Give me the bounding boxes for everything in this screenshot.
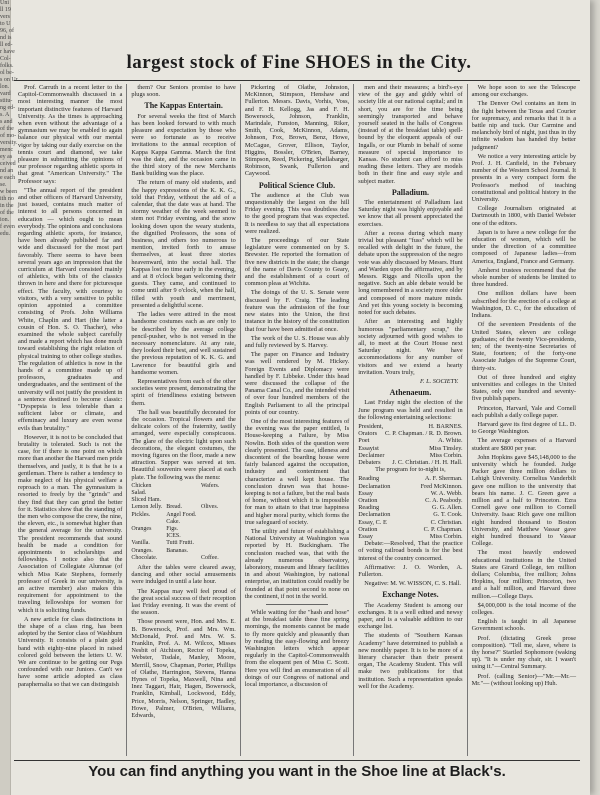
- article-paragraph: Prof. (dictating Greek prose composition). "Tell me, slave, where is thy horse?" Startled Sophomore (waking up). "It is under my chair, sir. I wasn't using it."—Central Summary.: [471, 634, 577, 671]
- menu-item: Chocolate.: [131, 554, 158, 561]
- article-paragraph: Of the seventeen Presidents of the United States, eleven are college graduates; of the twenty Vice-presidents, ten; of the twenty-nine Secretaries of State, fourteen; of the forty-one Associate Judges of the Supreme Court, thirty-six.: [471, 321, 577, 372]
- article-paragraph: men and their measures; a bird's-eye view of the gay and giddy whirl of society life at our national capital; and in short, you are for the time being seemingly transported and behave yourself seated in the halls of Congress (instead of at the breakfast table) spell-bound by the eloquent appeals of our Ingalls, or our Plumb in behalf of some measure of special importance to Kansas. No student can afford to miss reading these letters. They are models both in their fine and easy style and subject matter.: [358, 84, 463, 185]
- edge-fragment: of mo-: [0, 133, 17, 139]
- article-paragraph: The doings of the U. S. Senate were discussed by F. Craig. The leading feature was the admission of the four new states into the Union, the first instance in the history of the constitution that four have been admitted at once.: [244, 289, 350, 333]
- edge-fragment: menc: [0, 147, 13, 153]
- menu-item: Figs.: [166, 525, 179, 532]
- edge-fragment: folks.: [0, 63, 14, 69]
- article-paragraph: "The annual report of the president and other officers of Harvard University, just issued, contains much matter of interest to all persons concerned in education — which ought to mean everybody. The opinions and conclusions regarding athletic sports, for instance, have been already published far and wide and discussed for the most part favorably. There seems to have been several years ago an impression that the curriculum at Harvard consisted mainly of athletics, with bits of the classics thrown in here and there for picturesque effect. The faculty, with courtesy to visitors, with a very sensitive to public opinion appointed a committee consisting of Profs. John Williams White, Chaplin and Hart (the latter a cousin of Hon. S. O. Thacher), who examined the whole subject carefully and made a report which has done much toward establishing the right relation of physical training to other college studies. The regulation of athletics is now in the hands of a committee made up of professors, graduates and undergraduates, and the sentiment of the university will not justify the president in a sentence destined to become classic: "Dyspepsia is less tolerable than a sufficient labor or climate, and effeminacy and luxury are even worse evils than brutality.": [18, 186, 123, 432]
- edge-fragment: stitu-: [0, 98, 13, 104]
- program-row: [358, 511, 462, 518]
- menu-item: Olives.: [201, 504, 219, 511]
- edge-fragment: 96, of: [0, 28, 14, 34]
- program-item: Oration: [358, 496, 378, 504]
- edge-fragment: vard: [0, 91, 11, 97]
- edge-fragment: ith no: [0, 196, 14, 202]
- article-paragraph: Amherst trustees recommend that the whole number of students be limited to three hundred.: [471, 266, 577, 289]
- program-item: Essay: [358, 489, 373, 497]
- edge-fragment: of the: [0, 210, 14, 216]
- program-performer: Miss Corbin.: [429, 532, 463, 540]
- article-paragraph: The most heavily endowed educational institutions in the United States are Girard College, ten million dollars; Columbia, five million; Johns Hopkins, four million; Princeton, two and a half million, and Harvard three million.—College Days.: [471, 549, 577, 600]
- officer-name: H. BARNES.: [428, 422, 463, 430]
- edge-fragment: vers: [0, 14, 10, 20]
- officer-list: [358, 423, 462, 466]
- edge-fragment: versity.: [0, 140, 18, 146]
- divider: [266, 604, 329, 605]
- article-paragraph: Representatives from each of the other societies were present, demonstrating the spirit of friendliness existing between them.: [131, 377, 236, 407]
- article-paragraph: The proceedings of our State legislature were commented on by S. Brewster. He reported the formation of five new districts in the state; the change of the name of Davis County to Geary, and the establishment of a court of common pleas at Wichita.: [244, 237, 350, 288]
- officer-row: [358, 437, 462, 444]
- edge-fragment: f even: [0, 224, 15, 230]
- program-performer: W. A. Webb.: [430, 489, 463, 497]
- program-performer: A. F. Sherman.: [424, 475, 463, 483]
- program-row: [358, 497, 462, 504]
- program-item: Reading: [358, 475, 380, 483]
- edge-fragment: nd is: [0, 35, 12, 41]
- program-performer: Fred McKinnon.: [420, 482, 463, 490]
- article-paragraph: Last Friday night the election of the June program was held and resulted in the following entertaining selections:: [358, 399, 463, 421]
- menu-item: Tutti Frutti.: [166, 540, 194, 547]
- article-paragraph: A new article for class distinctions in the shape of a class ring, has been adopted by the Senior class of Washburn University. It consists of a plain gold band with eighty-nine placed in raised colored gold between the letters U. W. We are continue to be getting our Pegs confounded with our Juniors. Can't we have some article adopted as class paraphernalia so that we can distinguish: [18, 615, 123, 688]
- section-heading: The Kappas Entertain.: [144, 101, 223, 111]
- article-paragraph: The return of many old students, and the happy expressions of the K. K. G., told that Friday, without the aid of a calendar, that the date was at hand. The stormy weather of the week seemed to stem not Friday evening, and the snow looking down upon the weary students, the dignified Professors, the sons of business, and others too numerous to mention, invited forth to amuse themselves, at least three stories heavenward, into the social hall. The Kappas lost no time early in the evening, and at 8 o'clock began welcoming their guests. They came, and continued to come until after 9 o'clock, when the hall, filled with youth and merriment, presented a delightful scene.: [131, 179, 236, 309]
- article-paragraph: John Hopkins gave $45,148,000 to the university which he founded. Judge Packer gave three million dollars to Lehigh University. Cornelius Vanderbilt gave one million to the university that bears his name. J. C. Green gave a million and a half to Princeton. Ezra Cornell gave one million to Cornell University. Isaac Rich gave one million eight hundred thousand to Boston University, and Matthew Vassar gave eight hundred thousand to Vassar College.: [471, 453, 577, 548]
- article-paragraph: Prof. Carruth in a recent letter to the Capitol-Commonwealth discussed in a most interesting manner the most important distinctive features of Harvard University. As the times is approaching when even without the advantage of a gymnasium we may be enabled to again balance our physical with our mental vigor by taking our daily exercise on the tennis court and diamond, we take pleasure in submitting the opinions of our professor regarding athletic sports in that great "American University." The Professor says:: [18, 84, 123, 185]
- article-paragraph: The utility and future of establishing a National University at Washington was reported by H. Buckingham. The conclusion reached was, that with the already numerous observatory, laboratory, museum and library facilities in and about Washington, by national enterprise, an institution could readily be founded at that point second to none on the continent, if not in the world.: [244, 527, 350, 600]
- edge-fragment: Uni: [0, 0, 9, 6]
- top-rule: [14, 80, 580, 81]
- officer-name: A. White.: [438, 437, 463, 445]
- article-paragraph: College Journalism originated at Dartmouth in 1800, with Daniel Webster one of the editors.: [471, 205, 577, 227]
- menu-item: [201, 519, 236, 526]
- article-paragraph: However, it is not to be concluded that brutality is tolerated. Such is not the case, for if there is one point on which more than another the Harvard men pride themselves, and justly, it is that he is a gentleman. There is rather a tendency to make neglect of his physical welfare a reproach to a man. The gymnasium is resorted to freely by the "grinds" and they find that they can grind the better for it. Statistics show that the standing of the men who compose the crew, the nine, the eleven, etc., is somewhat higher than the general average for the university. The president recommends that sound health be made a condition for appointments to scholarships and fellowships. I notice also that the Association of Collegiate Alumnae (of which Miss Kate Stephens, formerly professor of Greek in our university, is an active member) also makes this requirement for appointment to the traveling fellowships for women for which it is soliciting funds.: [18, 433, 123, 614]
- article-paragraph: Out of three hundred and eighty universities and colleges in the United States, only one hundred and seventy-five publish papers.: [471, 373, 577, 403]
- menu-item: Bread.: [166, 504, 183, 511]
- menu-item: Angel Food.: [166, 511, 197, 518]
- article-paragraph: For several weeks the first of March has been looked forward to with much pleasure and expectation by those who were so fortunate as to receive invitations to the annual reception of Kappa Kappa Gamma. March the first was the date, and the occasion came in the third story of the new Merchants Bank building was the place.: [131, 112, 236, 178]
- menu-item: [166, 555, 201, 562]
- officer-role: President,: [358, 422, 384, 430]
- program-row: [358, 519, 462, 526]
- edge-fragment: ey as: [0, 154, 13, 160]
- program-row: [358, 533, 462, 540]
- menu-item: [201, 540, 236, 547]
- edge-fragment: r have: [0, 49, 15, 55]
- menu-item: Coffee.: [201, 554, 219, 561]
- edge-fragment: s. A: [0, 112, 10, 118]
- menu-item: Sliced Ham.: [131, 497, 162, 504]
- menu-item: Chicken Salad.: [131, 482, 152, 496]
- officer-name: Miss Corbin.: [429, 451, 463, 459]
- program-row: [358, 526, 462, 533]
- edge-fragment: ll 19: [0, 7, 11, 13]
- program-item: Essay: [358, 532, 373, 540]
- signature: F. L. SOCIETY.: [419, 377, 459, 385]
- edge-fragment: nd an: [0, 168, 14, 174]
- column-1: [14, 84, 127, 756]
- edge-fragment: e each: [0, 175, 16, 181]
- menu-item: [201, 548, 236, 555]
- article-paragraph: One million dollars have been subscribed for the erection of a college at Washington, D. C., for the education of Indians.: [471, 290, 577, 320]
- officer-row: [358, 459, 462, 466]
- article-paragraph: $4,000,000 is the total income of the colleges.: [471, 601, 577, 617]
- article-paragraph: After a recess during which many trivial but pleasant "fuss" which will be recalled with delight in the future, the debate upon the suppression of the negro vote was ably discussed by Messrs. Hunt and Warden upon the affirmative, and by Messrs. Riggs and Nicolls upon the negative. Such an able debate would be long remembered in a society more older and composed of more mature minds. And yet this young society is becoming noted for such debates.: [358, 229, 463, 317]
- edge-fragment: edu.: [0, 231, 11, 237]
- column-4: [354, 84, 467, 756]
- program-performer: G. G. Allen.: [432, 504, 463, 512]
- article-paragraph: Japan is to have a new college for the education of women, which will be under the direction of a committee composed of Japanese ladies—from America, England, France and Germany.: [471, 228, 577, 265]
- menu-item: [201, 526, 236, 533]
- column-2: [127, 84, 240, 756]
- article-paragraph: One of the most interesting features of the evening was the paper entitled, Is House-keeping a Failure, by Miss Nowlin. Both sides of the question were clearly presented. The case, idleness and discontent of the boarding house were fairly balanced against the occupation, industry and contentment that characterize a well kept house. The conclusion drawn was that house-keeping is not a failure, but the real basis of home, without which it is impossible for man to attain to that true happiness and higher moral purity, which forms the true safeguard of society.: [244, 417, 350, 526]
- edge-fragment: of the: [0, 126, 14, 132]
- article-paragraph: The Denver Owl contains an item in the fight between the Texas and Courier for supremacy, and remarks that it is a battle nip and tuck. Our Carmine and melancholy bird of night, just thus in thy infinite wisdom has handed thy better judgment?: [471, 100, 577, 151]
- program-row: [358, 475, 462, 482]
- program-item: Declamation: [358, 511, 391, 519]
- menu-item: [201, 512, 236, 519]
- officer-row: [358, 452, 462, 459]
- article-paragraph: We hope soon to see the Telescope among our exchanges.: [471, 84, 577, 99]
- article-paragraph: Princeton, Harvard, Yale and Cornell each publish a daily college paper.: [471, 404, 577, 419]
- negative-team: Negative: M. W. WISSON, C. S. Hall.: [364, 580, 462, 588]
- program-heading: The program for to-night is,: [375, 466, 446, 474]
- edge-fragment: ion.: [0, 217, 10, 223]
- section-heading: Palladium.: [391, 187, 429, 197]
- article-paragraph: The entertainment of Palladium last Saturday night was highly enjoyable and we know that all present appreciated the exercises.: [358, 199, 463, 228]
- menu-item: Oranges.: [131, 547, 153, 554]
- article-paragraph: After an interesting and highly humorous "parliamentary scrap," the society adjourned with good wishes to all, to meet at the Court House next Saturday night. We have accommodations for any number of visitors and we extend a hearty invitation. Yours truly,: [358, 318, 463, 376]
- menu-item: [201, 497, 236, 504]
- article-paragraph: them? Our Seniors promise to have plugs soon.: [131, 84, 236, 99]
- edge-fragment: lon.: [0, 84, 10, 90]
- menu-item: [201, 533, 236, 540]
- edge-fragment: in the: [0, 203, 14, 209]
- article-paragraph: Pickering of Olathe, Johnston, McKinnon, Stimpson, Henshaw and Fullerton. Messrs. Davis, Vorhis, Voss, and F. H. Kellogg, Jas and F. H. Bowersock, Johnson, Franklin, Marindale, Funston, Manning, Riker, Smith, Cook, McKinnon, Adams, Johnson, Fox, Brown, Benz, Howe, McCague, Grover, Ellison, Taylor, Higgins, Bossler, O'Brien, Barney, Stimpson, Reed, Pickering, Shellabarger, Robinson, Swank, Fullerton and Caywood.: [244, 84, 350, 178]
- article-paragraph: The audience at the Club was unquestionably the largest on the hill Friday evening. This was doubtless due to the good program that was expected. It is needless to say that all expectations were realized.: [244, 191, 350, 235]
- program-performer: G. T. Cook.: [433, 511, 463, 519]
- column-5: [468, 84, 580, 756]
- edge-fragment: s on Ur: [0, 77, 18, 83]
- article-paragraph: While waiting for the "hash and hose" at the breakfast table these fine spring mornings, the moments cannot be made to fly more quickly and pleasantly than by reading the easy-flowing and breezy Washington letters which appear regularly in the Capitol-Commonwealth from the eloquent pen of Miss C. Scott. Here you will find an enumeration of all doings of our Congress of national and local importance, a discussion of: [244, 609, 350, 689]
- officer-name: C. P. Chapman. / R. D. Brown.: [384, 430, 463, 438]
- article-paragraph: Harvard gave its first degree of LL. D. to George Washington.: [471, 420, 577, 436]
- edge-fragment: ll ed-: [0, 42, 13, 48]
- article-paragraph: The average expenses of a Harvard student are $800 per year.: [471, 437, 577, 452]
- article-paragraph: The paper on Finance and Industry was well rendered by M. Hickey. Foreign Events and Diplomacy were handled by F. Libbeke. Under this head were discussed the collapse of the Panama Canal Co., and the intended visit of over four hundred members of the English Parliament to all the principal points of our country.: [244, 351, 350, 416]
- article-paragraph: After the tables were cleared away, dancing and other social amusements were indulged in until a late hour.: [131, 564, 236, 586]
- menu-item: Oranges: [131, 525, 152, 532]
- article-paragraph: We notice a very interesting article by Prof. J. H. Canfield, in the February number of the Western School Journal. It presents in a very compact form the Professor's method of teaching constitutional and political history in the University.: [471, 152, 577, 204]
- menu-item: [166, 497, 201, 504]
- footer-advertisement: You can find anything you want in the Shoe line at Black's.: [88, 763, 506, 780]
- program-row: [358, 490, 462, 497]
- article-paragraph: Prof. (calling Senior)—"Mr.—Mr.—Mr."— (without looking up) Huh.: [471, 672, 577, 687]
- menu-item: Pickles.: [131, 511, 151, 518]
- edge-fragment: to U: [0, 21, 11, 27]
- headline-advertisement: largest stock of Fine SHOES in the City.: [126, 52, 472, 73]
- program-row: [358, 504, 462, 511]
- bottom-rule: [14, 760, 580, 761]
- section-heading: Athenaeum.: [389, 388, 432, 398]
- menu-item: Bananas.: [166, 547, 189, 554]
- article-paragraph: The work of the U. S. House was ably and fully reviewed by S. Harvey.: [244, 334, 350, 349]
- officer-name: J. C. Christian. / H. H. Hall.: [392, 458, 463, 466]
- edge-fragment: w been: [0, 189, 18, 195]
- article-paragraph: English is taught in all Japanese Government schools.: [471, 618, 577, 633]
- menu-item: Cake.: [166, 518, 181, 525]
- program-item: Reading: [358, 504, 380, 512]
- officer-row: [358, 445, 462, 452]
- officer-role: Declaimer: [358, 451, 385, 459]
- article-paragraph: The Kappas may well feel proud of the great social success of their reception last Friday evening. It was the event of the season.: [131, 587, 236, 617]
- officer-role: Poet: [358, 437, 370, 445]
- section-heading: Exchange Notes.: [382, 590, 439, 600]
- article-paragraph: The hall was beautifully decorated for the occasion. Tropical flowers and the delicate colors of the fraternity, tastily arranged, were especially conspicuous. The glare of the electric light upon such decorations, the elegant costumes, the moving figures on the floor, made a new attraction. Supper was served at ten. Beautiful souvenirs were placed at each plate. The following was the menu:: [131, 408, 236, 481]
- program-item: Declamation: [358, 482, 391, 490]
- article-paragraph: Those present were, Hon. and Mrs. E. B. Bowersock, Prof. and Mrs. Wm. McDonald, Prof. and Mrs. W. S. Franklin, Prof. A. M. Wilcox, Misses Nesbit of Atchison, Rector of Topeka, Webster, Tisdale, Manley, Moore, Merrill, Snow, Chapman, Porter, Phillips of Olathe, Harrington, Stevens, Hanna Hynes of Topeka, Maxwell, Nina and Inez Taggart, Hair, Hagen, Bowersock, Franklin, Kimball, Lockwood, Eddy, Price, Morris, Nelson, Springer, Hadley, Howe, Palmer, O'Brien, Williams, Edwards,: [131, 618, 236, 720]
- column-3: [241, 84, 354, 756]
- officer-role: Essayist: [358, 444, 379, 452]
- affirmative-team: Affirmative: J. O. Worden, A. Fullerton.: [358, 563, 463, 578]
- article-paragraph: The students of "Southern Kansas Academy" have determined to publish a new monthly paper. It is to be more of a literary character than their present organ, The Academy Student. This will make two publications for that institution. Such a representation speaks well for the Academy.: [358, 632, 463, 690]
- menu-item: [131, 519, 166, 526]
- program-item: Oration: [358, 525, 378, 533]
- menu-item: Wafers.: [201, 482, 220, 489]
- menu-item: [166, 483, 201, 497]
- program-row: [358, 483, 462, 490]
- edge-fragment: se.: [0, 182, 7, 188]
- menu-item: Lemon Jelly.: [131, 504, 163, 511]
- menu-item: Vanilla.: [131, 540, 150, 547]
- menu-item: [131, 533, 166, 540]
- officer-row: [358, 430, 462, 437]
- adjacent-page-edge: [0, 0, 18, 795]
- edge-fragment: ng ed-: [0, 105, 16, 111]
- officer-role: Orators: [358, 430, 378, 438]
- menu-item: ICES.: [166, 533, 181, 540]
- program-performer: C. Christian.: [430, 518, 463, 526]
- column-area: [14, 84, 580, 756]
- officer-role: Debaters: [358, 458, 381, 466]
- section-heading: Political Science Club.: [258, 180, 336, 190]
- program-list: [358, 475, 462, 540]
- program-item: Essay, C. E: [358, 518, 387, 526]
- edge-fragment: ceived: [0, 161, 16, 167]
- officer-row: [358, 423, 462, 430]
- edge-fragment: Col-: [0, 56, 11, 62]
- article-paragraph: The Academy Student is among our exchanges. It is a well edited and newsy paper, and is a valuable addition to our exchange list.: [358, 601, 463, 631]
- program-performer: C. A. Peabody.: [425, 496, 463, 504]
- edge-fragment: ol be-: [0, 70, 14, 76]
- article-paragraph: The ladies were attired in the most handsome costumes each as are only to be described by the average college pencil-pusher, who is not versed in the necessary nomenclature. At any rate, they looked their best, and well sustained the previous reputation of K. K. G. and Lawrence for beautiful girls and handsome women.: [131, 311, 236, 376]
- edge-fragment: s and: [0, 119, 13, 125]
- program-performer: C. P. Chapman.: [423, 525, 463, 533]
- officer-name: Miss Tinsley.: [429, 444, 463, 452]
- menu-list: [131, 483, 235, 562]
- debate-resolution: Debate:—Resolved, That the practice of voting railroad bonds is for the best interest of the country concerned.: [358, 540, 463, 562]
